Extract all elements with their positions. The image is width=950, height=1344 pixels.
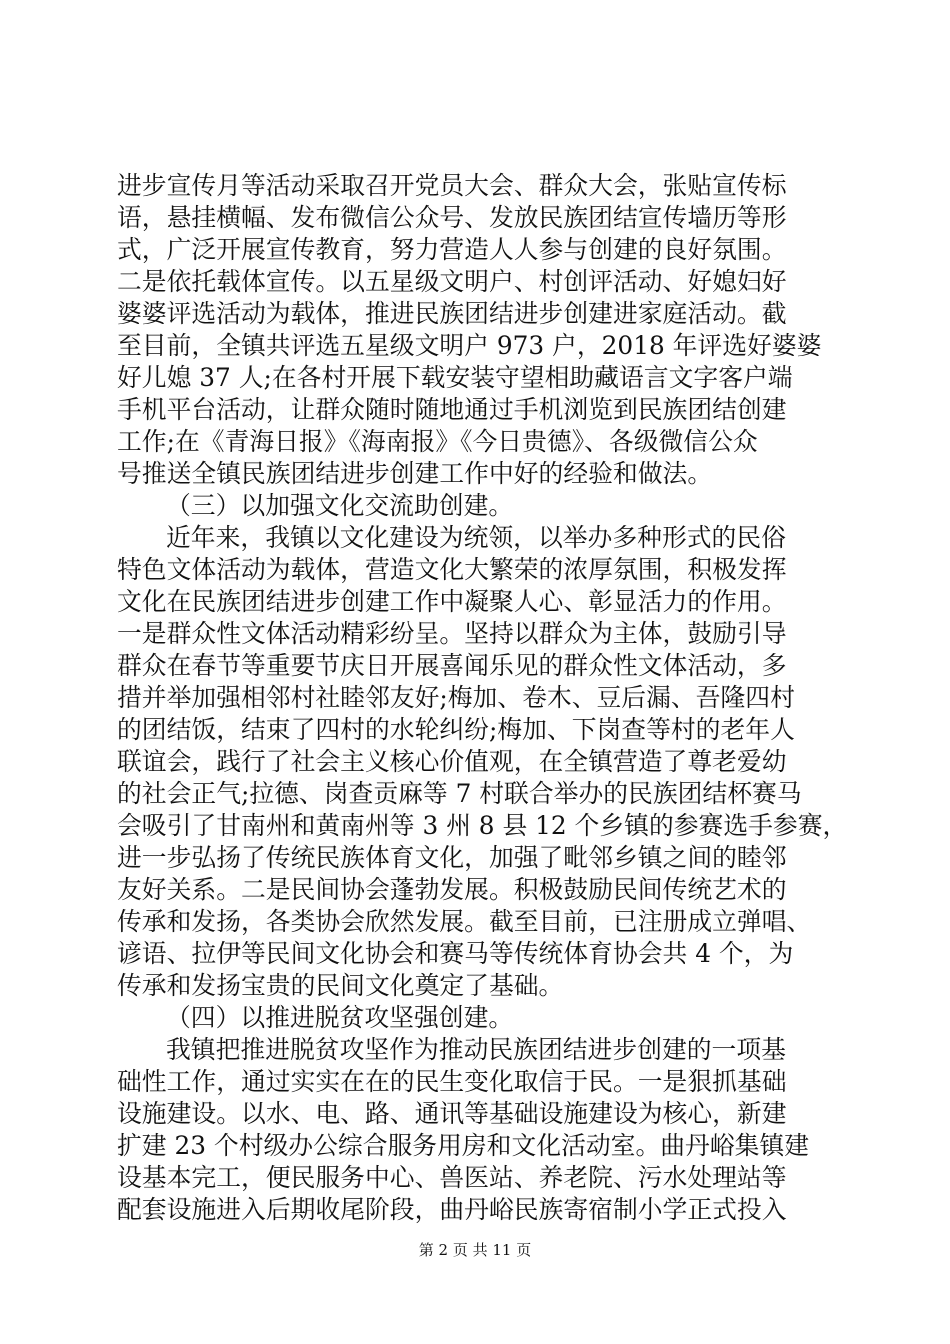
body-text-line: 手机平台活动，让群众随时随地通过手机浏览到民族团结创建 (117, 395, 787, 424)
body-text-line: 一是群众性文体活动精彩纷呈。坚持以群众为主体，鼓励引导 (117, 619, 787, 648)
body-text-line: 措并举加强相邻村社睦邻友好;梅加、卷木、豆后漏、吾隆四村 (117, 683, 795, 712)
body-text-line: 文化在民族团结进步创建工作中凝聚人心、彰显活力的作用。 (117, 587, 787, 616)
body-text-line: 好儿媳 37 人;在各村开展下载安装守望相助藏语言文字客户端 (117, 363, 793, 392)
body-text-line: 语，悬挂横幅、发布微信公众号、发放民族团结宣传墙历等形 (117, 203, 787, 232)
body-text-line: 传承和发扬宝贵的民间文化奠定了基础。 (117, 971, 564, 1000)
body-text-line: 特色文体活动为载体，营造文化大繁荣的浓厚氛围，积极发挥 (117, 555, 787, 584)
body-text-line: 的团结饭，结束了四村的水轮纠纷;梅加、下岗查等村的老年人 (117, 715, 795, 744)
body-text-line: 传承和发扬，各类协会欣然发展。截至目前，已注册成立弹唱、 (117, 907, 812, 936)
body-text-line: 谚语、拉伊等民间文化协会和赛马等传统体育协会共 4 个，为 (117, 939, 794, 968)
body-text-line: 础性工作，通过实实在在的民生变化取信于民。一是狠抓基础 (117, 1067, 787, 1096)
body-text-line: 工作;在《青海日报》《海南报》《今日贵德》、各级微信公众 (117, 427, 758, 456)
body-text-line: 至目前，全镇共评选五星级文明户 973 户，2018 年评选好婆婆 (117, 331, 822, 360)
body-text-line: 群众在春节等重要节庆日开展喜闻乐见的群众性文体活动，多 (117, 651, 787, 680)
page-footer: 第 2 页 共 11 页 (418, 1241, 532, 1259)
body-text-line: 联谊会，践行了社会主义核心价值观，在全镇营造了尊老爱幼 (117, 747, 787, 776)
body-text-line: 婆婆评选活动为载体，推进民族团结进步创建进家庭活动。截 (117, 299, 787, 328)
body-text-line: 号推送全镇民族团结进步创建工作中好的经验和做法。 (117, 459, 713, 488)
body-text-line: 配套设施进入后期收尾阶段，曲丹峪民族寄宿制小学正式投入 (117, 1195, 787, 1224)
body-text-line: 友好关系。二是民间协会蓬勃发展。积极鼓励民间传统艺术的 (117, 875, 787, 904)
body-text-line: 扩建 23 个村级办公综合服务用房和文化活动室。曲丹峪集镇建 (117, 1131, 810, 1160)
body-text-line: 设施建设。以水、电、路、通讯等基础设施建设为核心，新建 (117, 1099, 787, 1128)
body-text-line: 的社会正气;拉德、岗查贡麻等 7 村联合举办的民族团结杯赛马 (117, 779, 802, 808)
body-text-line: 式，广泛开展宣传教育，努力营造人人参与创建的良好氛围。 (117, 235, 787, 264)
body-text-line: 设基本完工，便民服务中心、兽医站、养老院、污水处理站等 (117, 1163, 787, 1192)
body-text-line: 近年来，我镇以文化建设为统领，以举办多种形式的民俗 (166, 523, 786, 552)
body-text-line: 二是依托载体宣传。以五星级文明户、村创评活动、好媳妇好 (117, 267, 787, 296)
body-text-line: 我镇把推进脱贫攻坚作为推动民族团结进步创建的一项基 (166, 1035, 786, 1064)
body-text-line: 进步宣传月等活动采取召开党员大会、群众大会，张贴宣传标 (117, 171, 787, 200)
section-heading: （三）以加强文化交流助创建。 (166, 491, 514, 520)
section-heading: （四）以推进脱贫攻坚强创建。 (166, 1003, 514, 1032)
body-text-line: 进一步弘扬了传统民族体育文化，加强了毗邻乡镇之间的睦邻 (117, 843, 787, 872)
body-text-line: 会吸引了甘南州和黄南州等 3 州 8 县 12 个乡镇的参赛选手参赛， (117, 811, 848, 840)
